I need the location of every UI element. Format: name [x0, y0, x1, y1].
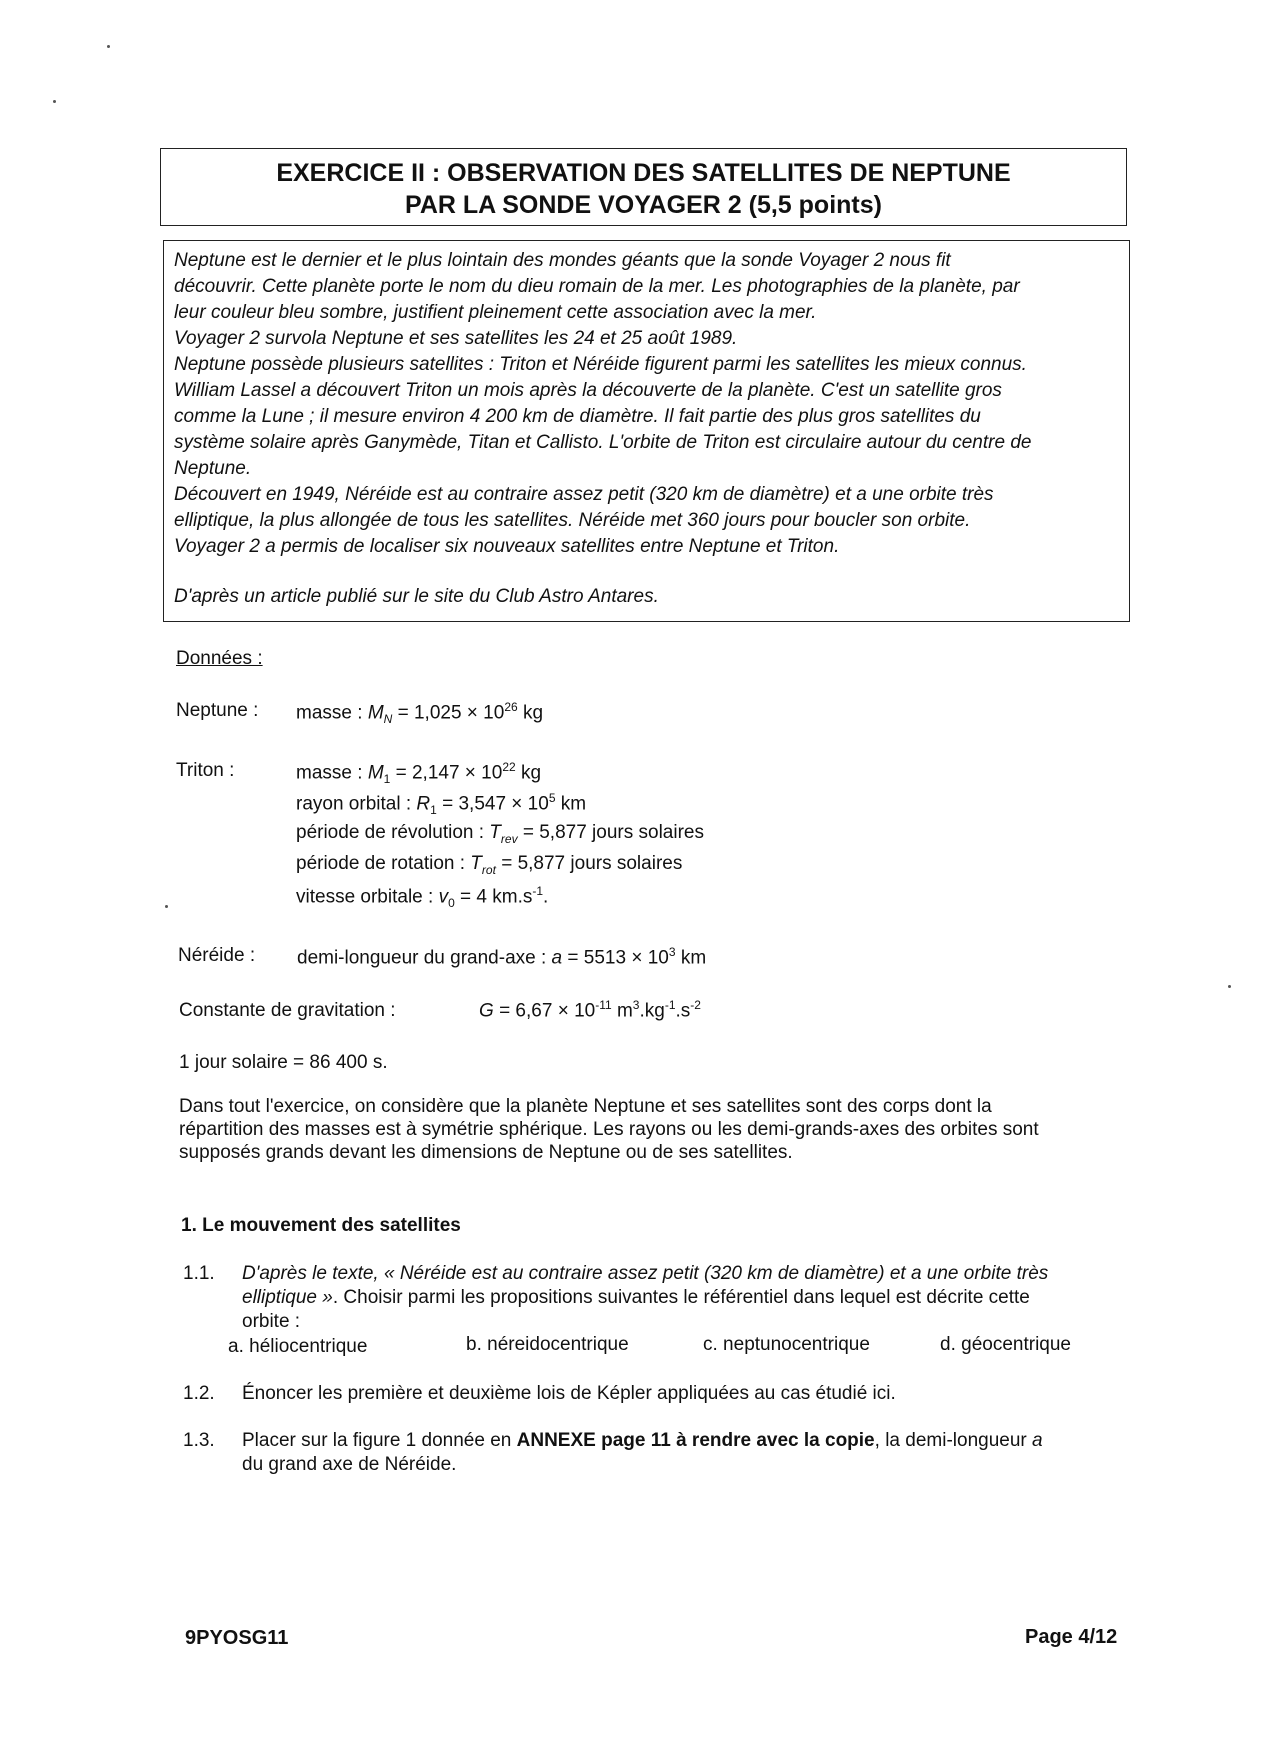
triton-revolution-period: période de révolution : $T_{rev} = 5,877$ jours solaires — [296, 822, 704, 846]
intro-line: découvrir. Cette planète porte le nom du dieu romain de la mer. Les photographies de la planète, par — [174, 276, 1020, 297]
donnees-heading: Données : — [176, 648, 263, 669]
intro-line: système solaire après Ganymède, Titan et Callisto. L'orbite de Triton est circulaire autour du centre de — [174, 432, 1032, 453]
triton-mass: masse : $M_1 = 2,147 \times 10^{22}$ kg — [296, 760, 542, 787]
gravitation-label: Constante de gravitation : — [179, 1000, 396, 1021]
triton-rotation-period: période de rotation : $T_{rot} = 5,877$ jours solaires — [296, 853, 683, 877]
nereide-semi-major-axis: demi-longueur du grand-axe : $a = 5513 \times 10^3$ km — [297, 945, 707, 969]
question-text: Énoncer les première et deuxième lois de Képler appliquées au cas étudié ici. — [242, 1383, 896, 1404]
exercise-title-box — [160, 148, 1127, 226]
exercise-title-line2: PAR LA SONDE VOYAGER 2 (5,5 points) — [405, 191, 882, 219]
exercise-title-line1: EXERCICE II : OBSERVATION DES SATELLITES DE NEPTUNE — [276, 159, 1011, 187]
intro-line: leur couleur bleu sombre, justifient pleinement cette association avec la mer. — [174, 302, 817, 323]
intro-source: D'après un article publié sur le site du Club Astro Antares. — [174, 586, 659, 607]
intro-line: William Lassel a découvert Triton un mois après la découverte de la planète. C'est un satellite gros — [174, 380, 1002, 401]
intro-line: Voyager 2 a permis de localiser six nouveaux satellites entre Neptune et Triton. — [174, 536, 840, 557]
option-b: b. néreidocentrique — [466, 1334, 629, 1355]
page-number: Page 4/12 — [1025, 1626, 1118, 1648]
intro-line: Neptune possède plusieurs satellites : Triton et Néréide figurent parmi les satellites les mieux connus. — [174, 354, 1027, 375]
option-a: a. héliocentrique — [228, 1336, 368, 1357]
intro-line: elliptique, la plus allongée de tous les satellites. Néréide met 360 jours pour boucler son orbite. — [174, 510, 971, 531]
question-text: D'après le texte, « Néréide est au contraire assez petit (320 km de diamètre) et a une orbite très — [242, 1263, 1049, 1284]
triton-label: Triton : — [176, 760, 235, 781]
section-title: 1. Le mouvement des satellites — [181, 1215, 461, 1236]
question-number: 1.2. — [183, 1383, 215, 1404]
gravitation-constant: $G = 6,67 \times 10^{-11}$ $m^3.kg^{-1}.s^{-2}$ — [479, 998, 701, 1022]
intro-line: Neptune. — [174, 458, 252, 479]
hypothesis-line: Dans tout l'exercice, on considère que la planète Neptune et ses satellites sont des corps dont la — [179, 1096, 992, 1117]
nereide-label: Néréide : — [178, 945, 256, 966]
question-text: Placer sur la figure 1 donnée en ANNEXE page 11 à rendre avec la copie, la demi-longueur a — [242, 1430, 1043, 1451]
intro-line: Voyager 2 survola Neptune et ses satellites les 24 et 25 août 1989. — [174, 328, 738, 349]
question-text: elliptique ». Choisir parmi les propositions suivantes le référentiel dans lequel est décrite cette — [242, 1287, 1030, 1308]
question-number: 1.1. — [183, 1263, 215, 1284]
triton-orbital-radius: rayon orbital : $R_1 = 3,547 \times 10^5$ km — [296, 791, 587, 818]
scan-speck — [53, 100, 56, 103]
question-number: 1.3. — [183, 1430, 215, 1451]
intro-line: comme la Lune ; il mesure environ 4 200 km de diamètre. Il fait partie des plus gros satellites du — [174, 406, 981, 427]
hypothesis-line: supposés grands devant les dimensions de Neptune ou de ses satellites. — [179, 1142, 793, 1163]
triton-orbital-speed: vitesse orbitale : $v_0 = 4$ $km.s^{-1}$. — [296, 884, 549, 911]
question-text: orbite : — [242, 1311, 301, 1332]
intro-line: Découvert en 1949, Néréide est au contraire assez petit (320 km de diamètre) et a une orbite très — [174, 484, 994, 505]
question-text: du grand axe de Néréide. — [242, 1454, 457, 1475]
option-d: d. géocentrique — [940, 1334, 1071, 1355]
option-c: c. neptunocentrique — [703, 1334, 870, 1355]
scan-speck — [1228, 985, 1231, 988]
neptune-mass: masse : $M_N = 1,025 \times 10^{26}$ kg — [296, 700, 544, 727]
document-code: 9PYOSG11 — [185, 1627, 289, 1649]
hypothesis-line: répartition des masses est à symétrie sphérique. Les rayons ou les demi-grands-axes des orbites sont — [179, 1119, 1039, 1140]
scan-speck — [165, 905, 168, 908]
intro-line: Neptune est le dernier et le plus lointain des mondes géants que la sonde Voyager 2 nous fit — [174, 250, 951, 271]
neptune-label: Neptune : — [176, 700, 259, 721]
scan-speck — [107, 45, 110, 48]
solar-day: 1 jour solaire = 86 400 s. — [179, 1052, 388, 1073]
